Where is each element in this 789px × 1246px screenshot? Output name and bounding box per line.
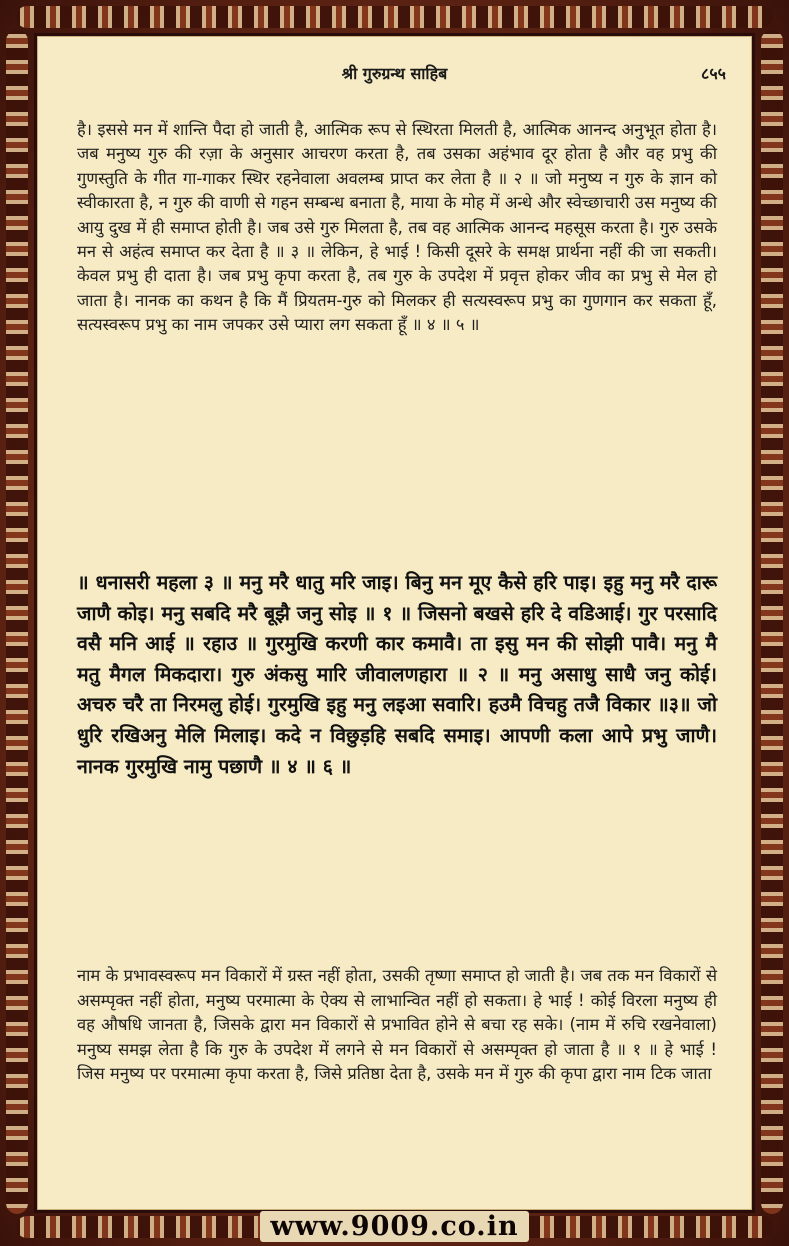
scripture-verse: ॥ धनासरी महला ३ ॥ मनु मरै धातु मरि जाइ। बिनु मन मूए कैसे हरि पाइ। इहु मनु मरै दारू जाणै कोइ। मनु सबदि मरै बूझै जनु सोइ ॥ १ ॥ जिसनो बखसे हरि दे वडिआई। गुर परसादि वसै मनि आई ॥ रहाउ ॥ गुरमुखि करणी कार कमावै। ता इसु मन की सोझी पावै। मनु मै मतु मैगल मिकदारा। गुरु अंकसु मारि जीवालणहारा ॥ २ ॥ मनु असाधु साधै जनु कोई। अचरु चरै ता निरमलु होई। गुरमुखि इहु मनु लइआ सवारि। हउमै विचहु तजै विकार ॥३॥ जो धुरि रखिअनु मेलि मिलाइ। कदे न विछुड़हि सबदि समाइ। आपणी कला आपे प्रभु जाणै। नानक गुरमुखि नामु पछाणै ॥ ४ ॥ ६ ॥ (77, 571, 717, 778)
border-top-ornament (16, 6, 773, 28)
border-right-ornament (761, 30, 783, 1214)
translation-paragraph-1: है। इससे मन में शान्ति पैदा हो जाती है, आत्मिक रूप से स्थिरता मिलती है, आत्मिक आनन्द अनुभूत होता है। जब मनुष्य गुरु की रज़ा के अनुसार आचरण करता है, तब उसका अहंभाव दूर होता है और वह प्रभु की गुणस्तुति के गीत गा-गाकर स्थिर रहनेवाला अवलम्ब प्राप्त कर लेता है ॥ २ ॥ जो मनुष्य न गुरु के ज्ञान को स्वीकारता है, न गुरु की वाणी से गहन सम्बन्ध बनाता है, माया के मोह में अन्धे और स्वेच्छाचारी उस मनुष्य की आयु दुख में ही समाप्त होती है। जब उसे गुरु मिलता है, तब वह आत्मिक आनन्द महसूस करता है। गुरु उसके मन से अहंत्व समाप्त कर देता है ॥ ३ ॥ लेकिन, हे भाई ! किसी दूसरे के समक्ष प्रार्थना नहीं की जा सकती। केवल प्रभु ही दाता है। जब प्रभु कृपा करता है, तब गुरु के उपदेश में प्रवृत्त होकर जीव का प्रभु से मेल हो जाता है। नानक का कथन है कि मैं प्रियतम-गुरु को मिलकर ही सत्यस्वरूप प्रभु का गुणगान कर सकता हूँ, सत्यस्वरूप प्रभु का नाम जपकर उसे प्यारा लग सकता हूँ ॥ ४ ॥ ५ ॥ (77, 120, 717, 335)
page-title: श्री गुरुग्रन्थ साहिब (341, 64, 448, 83)
border-left-ornament (6, 30, 28, 1214)
page-number: ८५५ (701, 64, 726, 83)
website-url[interactable] (0, 1211, 789, 1242)
translation-paragraph-2: नाम के प्रभावस्वरूप मन विकारों में ग्रस्त नहीं होता, उसकी तृष्णा समाप्त हो जाती है। जब तक मन विकारों से असम्पृक्त नहीं होता, मनुष्य परमात्मा के ऐक्य से लाभान्वित नहीं हो सकता। हे भाई ! कोई विरला मनुष्य ही वह औषधि जानता है, जिसके द्वारा मन विकारों से प्रभावित होने से बचा रह सके। (नाम में रुचि रखनेवाला) मनुष्य समझ लेता है कि गुरु के उपदेश में लगने से मन विकारों से असम्पृक्त हो जाता है ॥ १ ॥ हे भाई ! जिस मनुष्य पर परमात्मा कृपा करता है, जिसे प्रतिष्ठा देता है, उसके मन में गुरु की कृपा द्वारा नाम टिक जाता (77, 966, 717, 1084)
page-header (37, 60, 752, 86)
scripture-page (37, 36, 752, 1210)
website-url-text[interactable]: www.9009.co.in (260, 1211, 528, 1242)
